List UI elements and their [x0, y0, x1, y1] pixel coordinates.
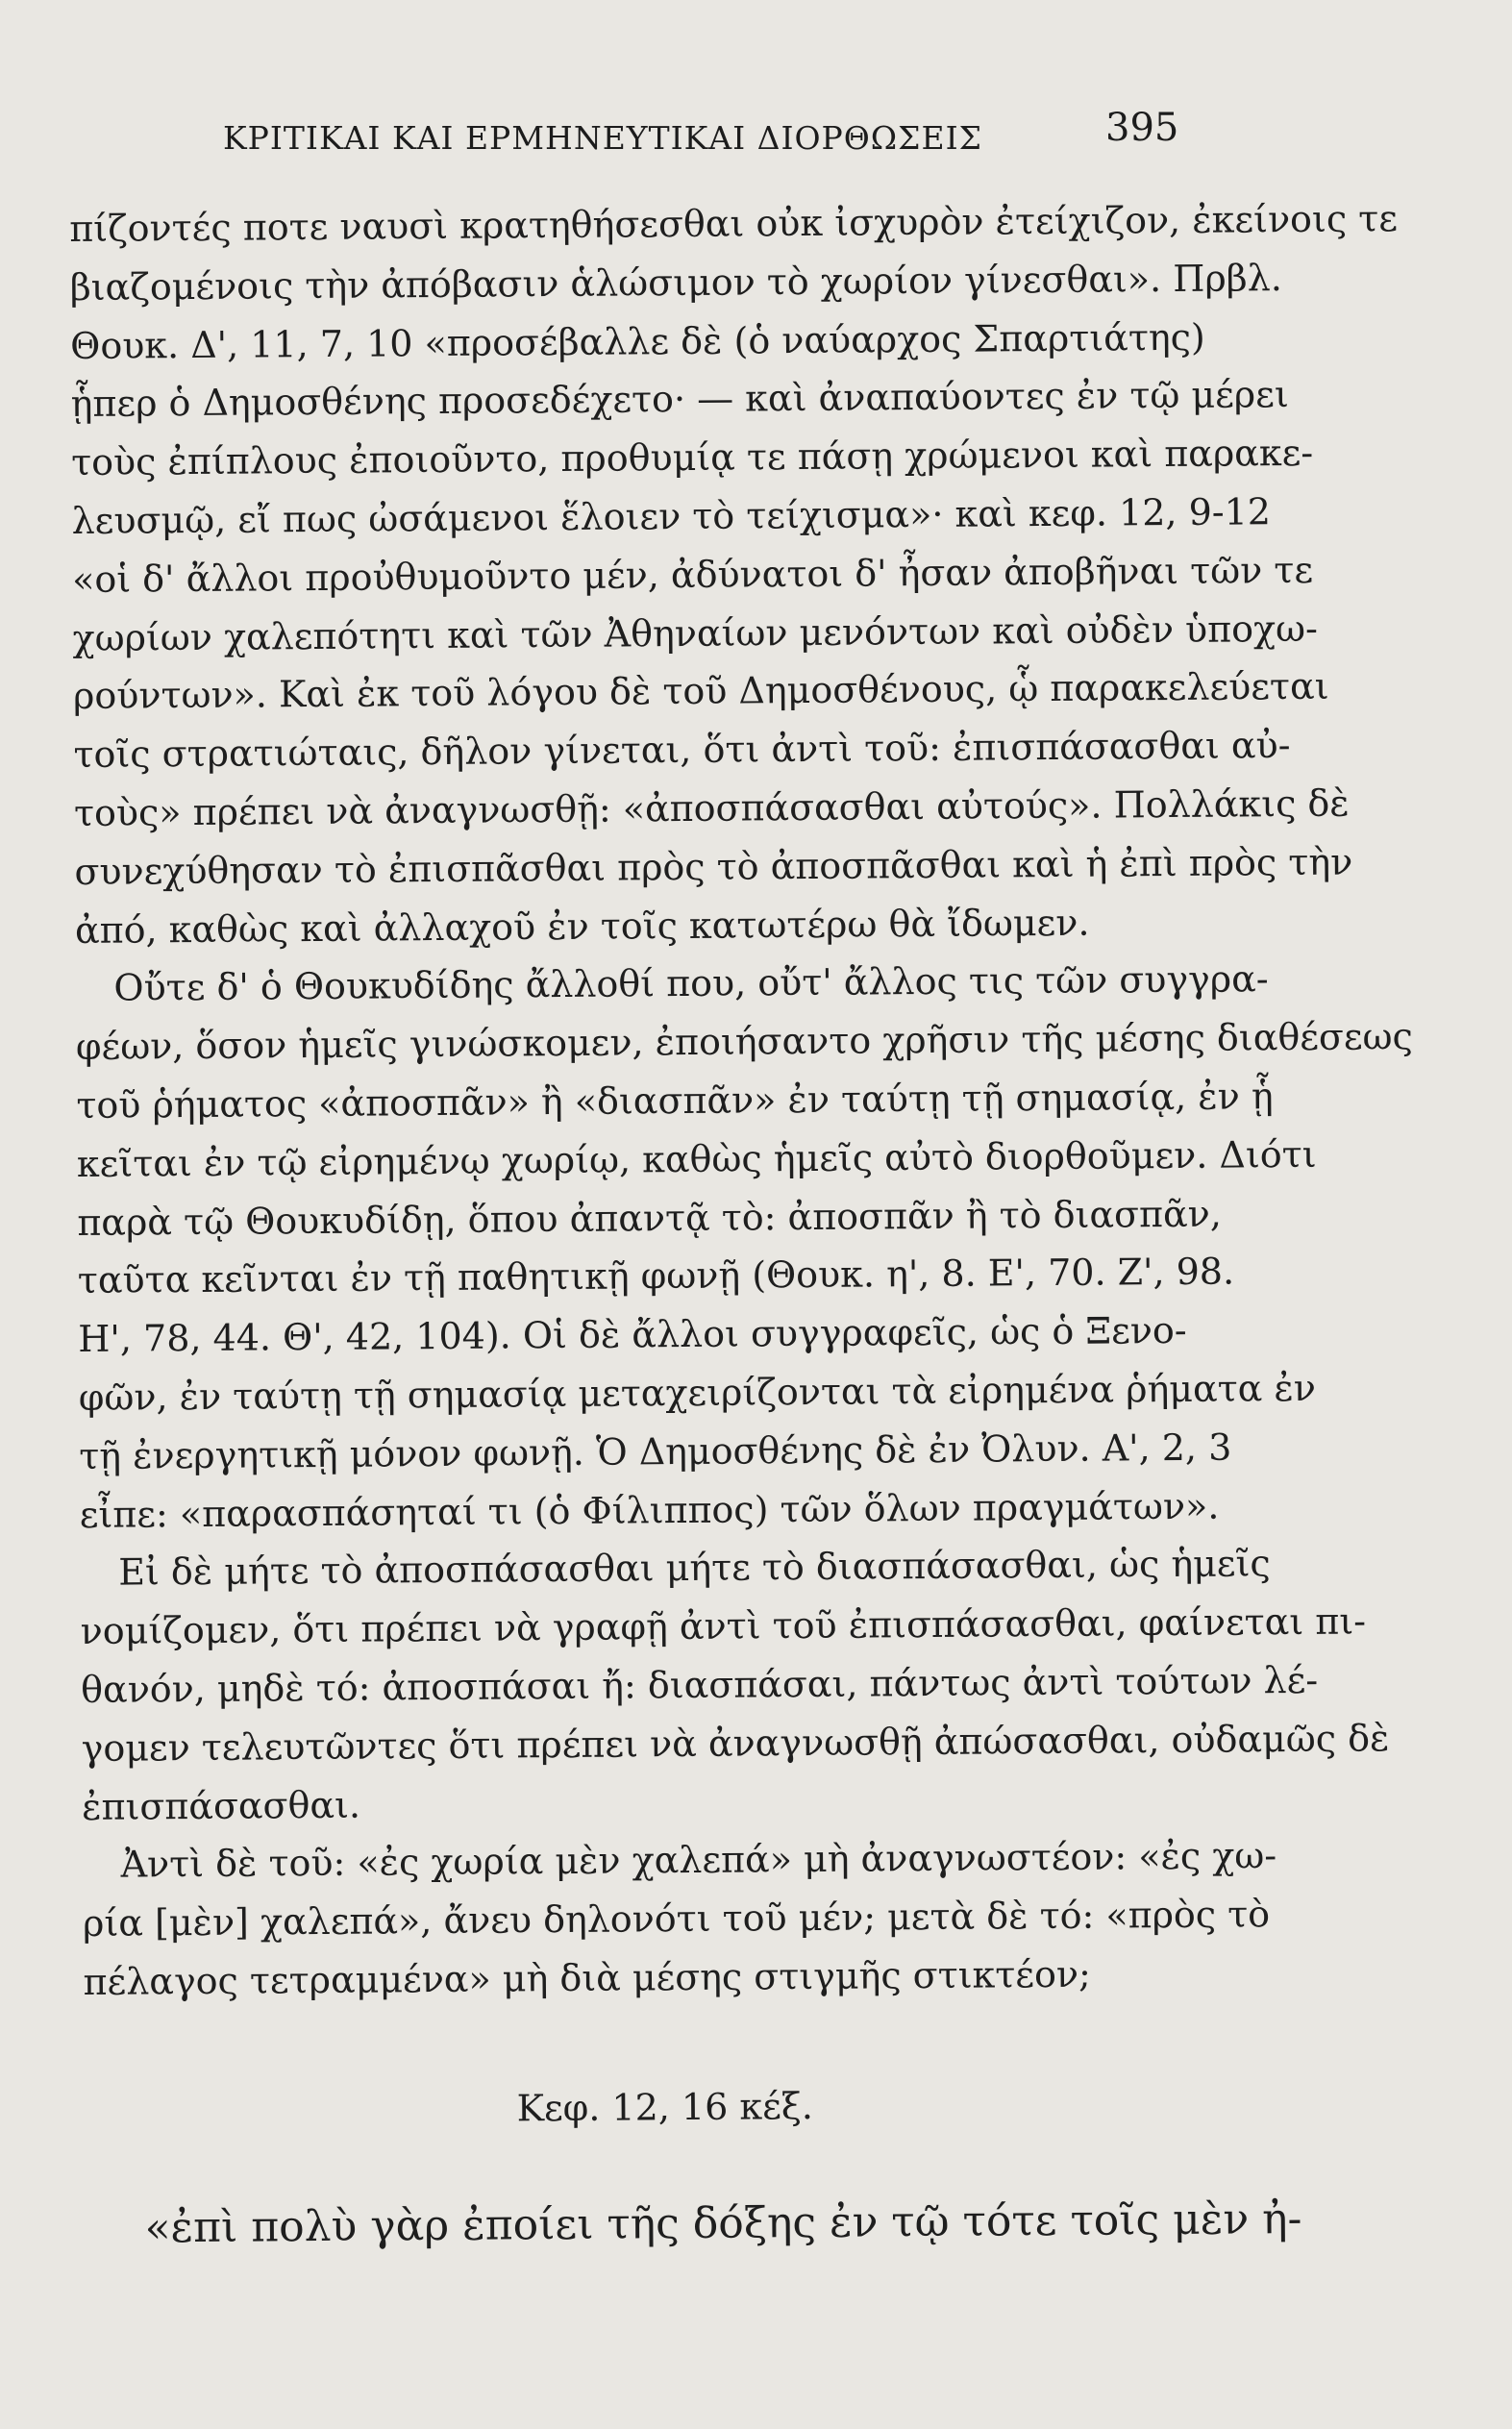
text-line: χωρίων χαλεπότητι καὶ τῶν Ἀθηναίων μενόντων καὶ οὐδὲν ὑποχω-: [72, 607, 1319, 659]
text-line: Η', 78, 44. Θ', 42, 104). Οἱ δὲ ἄλλοι συγγραφεῖς, ὡς ὁ Ξενο-: [78, 1309, 1187, 1361]
paragraph-start-line: Ἀντὶ δὲ τοῦ: «ἐς χωρία μὲν χαλεπά» μὴ ἀναγνωστέον: «ἐς χω-: [120, 1834, 1277, 1886]
section-gap: [85, 2131, 1238, 2197]
text-line: ρία [μὲν] χαλεπά», ἄνευ δηλονότι τοῦ μέν; μετὰ δὲ τό: «πρὸς τὸ: [82, 1893, 1271, 1946]
text-line: τοῦ ῥήματος «ἀποσπᾶν» ἢ «διασπᾶν» ἐν ταύτῃ τῇ σημασίᾳ, ἐν ᾗ: [76, 1075, 1274, 1127]
page-number: 395: [1105, 106, 1179, 150]
text-line: τῇ ἐνεργητικῇ μόνον φωνῇ. Ὁ Δημοσθένης δὲ ἐν Ὀλυν. Α', 2, 3: [79, 1425, 1232, 1477]
text-line: νομίζομεν, ὅτι πρέπει νὰ γραφῇ ἀντὶ τοῦ ἐπισπάσασθαι, φαίνεται πι-: [80, 1599, 1367, 1653]
running-head: ΚΡΙΤΙΚΑΙ ΚΑΙ ΕΡΜΗΝΕΥΤΙΚΑΙ ΔΙΟΡΘΩΣΕΙΣ: [223, 119, 982, 157]
section-gap: [84, 2002, 1238, 2082]
paragraph-start-line: Οὔτε δ' ὁ Θουκυδίδης ἄλλοθί που, οὔτ' ἄλλος τις τῶν συγγρα-: [113, 957, 1269, 1010]
text-line: τοὺς» πρέπει νὰ ἀναγνωσθῇ: «ἀποσπάσασθαι αὐτούς». Πολλάκις δὲ: [73, 781, 1350, 834]
paragraph-start-line: Εἰ δὲ μήτε τὸ ἀποσπάσασθαι μήτε τὸ διασπάσασθαι, ὡς ἡμεῖς: [118, 1542, 1271, 1594]
text-line: εἶπε: «παρασπάσηταί τι (ὁ Φίλιππος) τῶν ὅλων πραγμάτων».: [79, 1484, 1220, 1536]
text-line: ἐπισπάσασθαι.: [81, 1783, 361, 1828]
text-line: «οἱ δ' ἄλλοι προὐθυμοῦντο μέν, ἀδύνατοι δ' ἦσαν ἀποβῆναι τῶν τε: [71, 548, 1314, 601]
text-line: ρούντων». Καὶ ἐκ τοῦ λόγου δὲ τοῦ Δημοσθένους, ᾧ παρακελεύεται: [72, 665, 1329, 718]
text-line: λευσμῷ, εἴ πως ὠσάμενοι ἕλοιεν τὸ τείχισμα»· καὶ κεφ. 12, 9-12: [71, 490, 1272, 542]
text-line: θανόν, μηδὲ τό: ἀποσπάσαι ἤ: διασπάσαι, πάντως ἀντὶ τούτων λέ-: [81, 1658, 1319, 1711]
text-line: κεῖται ἐν τῷ εἰρημένῳ χωρίῳ, καθὼς ἡμεῖς αὐτὸ διορθοῦμεν. Διότι: [76, 1132, 1317, 1185]
page-header: [0, 104, 1512, 171]
quote-line: «ἐπὶ πολὺ γὰρ ἐποίει τῆς δόξης ἐν τῷ τότε τοῖς μὲν ἠ-: [144, 2194, 1302, 2253]
text-line: τοὺς ἐπίπλους ἐποιοῦντο, προθυμίᾳ τε πάσῃ χρώμενοι καὶ παρακε-: [70, 432, 1314, 484]
text-line: φέων, ὅσον ἡμεῖς γινώσκομεν, ἐποιήσαντο χρῆσιν τῆς μέσης διαθέσεως: [75, 1015, 1414, 1069]
text-line: πίζοντές ποτε ναυσὶ κρατηθήσεσθαι οὐκ ἰσχυρὸν ἐτείχιζον, ἐκείνοις τε: [69, 197, 1399, 250]
text-line: ἀπό, καθὼς καὶ ἀλλαχοῦ ἐν τοῖς κατωτέρω θὰ ἴδωμεν.: [74, 901, 1090, 952]
text-line: πέλαγος τετραμμένα» μὴ διὰ μέσης στιγμῆς στικτέον;: [83, 1952, 1091, 2003]
body-text: [69, 191, 1414, 2260]
chapter-heading: Κεφ. 12, 16 κέξ.: [516, 2084, 814, 2130]
text-line: συνεχύθησαν τὸ ἐπισπᾶσθαι πρὸς τὸ ἀποσπᾶσθαι καὶ ἡ ἐπὶ πρὸς τὴν: [74, 840, 1353, 893]
text-line: ᾗπερ ὁ Δημοσθένης προσεδέχετο· — καὶ ἀναπαύοντες ἐν τῷ μέρει: [70, 373, 1289, 426]
text-line: Θουκ. Δ', 11, 7, 10 «προσέβαλλε δὲ (ὁ ναύαρχος Σπαρτιάτης): [70, 315, 1205, 367]
text-line: τοῖς στρατιώταις, δῆλον γίνεται, ὅτι ἀντὶ τοῦ: ἐπισπάσασθαι αὐ-: [73, 724, 1291, 777]
text-line: ταῦτα κεῖνται ἐν τῇ παθητικῇ φωνῇ (Θουκ. η', 8. Ε', 70. Ζ', 98.: [77, 1250, 1235, 1302]
text-line: φῶν, ἐν ταύτῃ τῇ σημασίᾳ μεταχειρίζονται τὰ εἰρημένα ῥήματα ἐν: [78, 1366, 1317, 1419]
text-line: γομεν τελευτῶντες ὅτι πρέπει νὰ ἀναγνωσθῇ ἀπώσασθαι, οὐδαμῶς δὲ: [81, 1716, 1390, 1770]
text-line: παρὰ τῷ Θουκυδίδῃ, ὅπου ἀπαντᾷ τὸ: ἀποσπᾶν ἢ τὸ διασπᾶν,: [77, 1192, 1223, 1244]
text-line: βιαζομένοις τὴν ἀπόβασιν ἁλώσιμον τὸ χωρίον γίνεσθαι». Πρβλ.: [69, 256, 1283, 309]
